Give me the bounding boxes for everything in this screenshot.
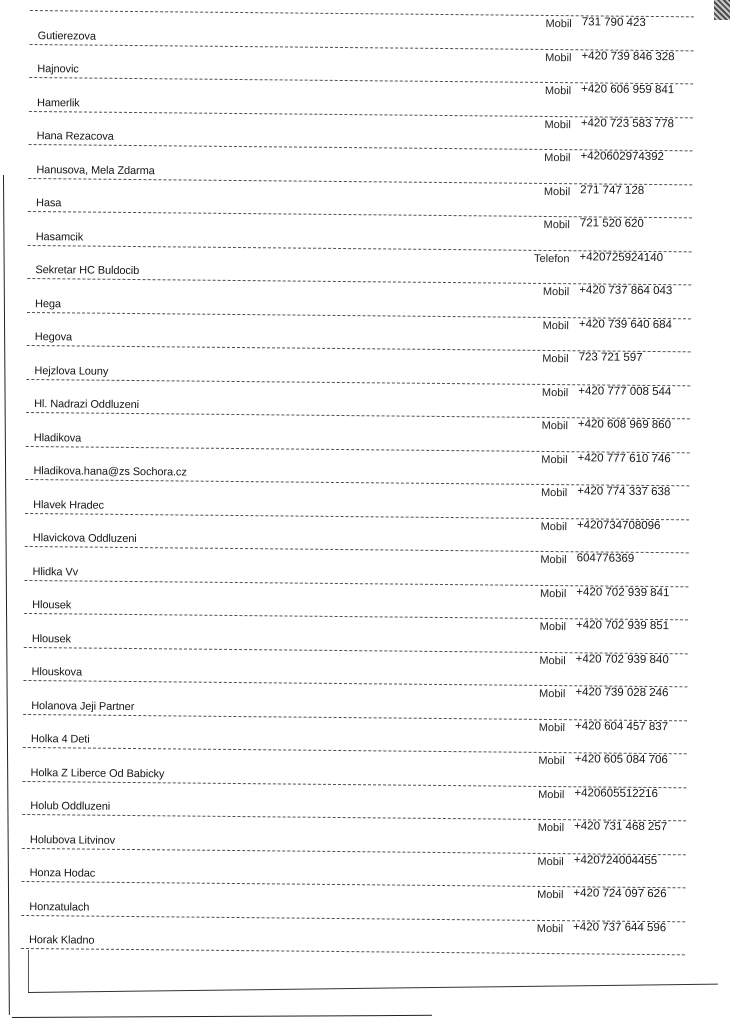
- contact-name: Hlousek: [32, 599, 72, 612]
- phone-type-label: Mobil: [545, 51, 572, 64]
- contact-name: Hamerlik: [36, 96, 80, 109]
- contact-name: Hlavek Hradec: [33, 498, 105, 512]
- phone-number: +420 731 468 257: [574, 820, 668, 834]
- contact-name: Gutierezova: [37, 29, 96, 43]
- contact-name: Hlousek: [31, 632, 71, 645]
- phone-type-label: Mobil: [539, 654, 566, 667]
- phone-type-label: Mobil: [537, 821, 565, 835]
- phone-type-label: Mobil: [542, 285, 570, 299]
- phone-number: +420 605 084 706: [574, 753, 668, 767]
- phone-type-label: Mobil: [538, 754, 565, 768]
- phone-number: +420 702 939 841: [576, 585, 670, 599]
- page-left-edge: [3, 175, 10, 1015]
- phone-type-label: Mobil: [545, 17, 572, 31]
- contact-name: Hlouskova: [31, 666, 83, 679]
- phone-type-label: Mobil: [538, 721, 566, 734]
- contact-name: Holanova Jeji Partner: [31, 699, 135, 713]
- contact-name: Honzatulach: [29, 900, 90, 914]
- contact-name: Honza Hodac: [29, 867, 96, 880]
- phone-number: +420 739 640 684: [578, 317, 673, 331]
- scan-corner-artifact: [714, 0, 730, 20]
- contact-name: Hl. Nadrazi Oddluzeni: [34, 398, 140, 412]
- contact-name: Hasamcik: [35, 230, 84, 244]
- contact-name: Hlavickova Oddluzeni: [32, 532, 137, 546]
- phone-type-label: Mobil: [543, 185, 571, 198]
- phone-number: +420 739 846 328: [581, 49, 675, 63]
- phone-number: 604776369: [576, 552, 635, 565]
- page-bottom-edge-outer: [12, 1015, 432, 1018]
- contact-name: Hanusova, Mela Zdarma: [36, 163, 155, 177]
- contact-name: Hegova: [34, 331, 73, 344]
- contact-name: Sekretar HC Buldocib: [35, 264, 140, 278]
- phone-type-label: Mobil: [536, 922, 564, 935]
- phone-number: +420 724 097 626: [573, 887, 667, 901]
- phone-type-label: Mobil: [542, 352, 569, 366]
- phone-number: 271 747 128: [580, 183, 645, 197]
- contact-name: Hasa: [35, 197, 62, 210]
- phone-number: +420 737 644 596: [573, 920, 667, 934]
- phone-number: +420605512216: [574, 786, 658, 800]
- phone-type-label: Mobil: [539, 687, 566, 701]
- phone-number: +420725924140: [579, 250, 664, 264]
- contact-name: Horak Kladno: [28, 934, 95, 947]
- phone-type-label: Mobil: [544, 118, 571, 131]
- phone-type-label: Mobil: [538, 788, 565, 801]
- phone-number: +420734708096: [576, 518, 661, 532]
- contact-list: [20, 0, 709, 996]
- phone-type-label: Mobil: [544, 151, 571, 165]
- contact-name: Hajnovic: [37, 63, 79, 76]
- phone-type-label: Mobil: [544, 84, 572, 98]
- phone-type-label: Telefon: [534, 252, 570, 265]
- phone-type-label: Mobil: [539, 620, 567, 634]
- phone-type-label: Mobil: [543, 218, 570, 232]
- phone-type-label: Mobil: [541, 453, 568, 466]
- contact-name: Hladikova: [33, 431, 82, 445]
- phone-number: 731 790 423: [581, 16, 646, 29]
- phone-number: +420 777 610 746: [577, 451, 671, 465]
- contact-name: Holub Oddluzeni: [30, 800, 111, 813]
- contact-name: Hana Rezacova: [36, 130, 114, 143]
- phone-number: 723 721 597: [578, 351, 643, 364]
- contact-name: Hejzlova Louny: [34, 364, 109, 378]
- phone-number: +420 777 008 544: [578, 384, 672, 398]
- phone-type-label: Mobil: [540, 553, 567, 567]
- phone-type-label: Mobil: [537, 855, 564, 868]
- phone-number: +420724004455: [573, 853, 658, 867]
- phone-number: +420 608 969 860: [577, 418, 672, 432]
- phone-type-label: Mobil: [541, 419, 568, 433]
- contact-name: Hlidka Vv: [32, 565, 79, 578]
- phone-number: +420602974392: [580, 150, 665, 164]
- contact-name: Hega: [35, 297, 62, 310]
- phone-number: +420 774 337 638: [577, 485, 671, 499]
- phone-number: +420 702 939 851: [575, 619, 670, 633]
- contact-name: Holka 4 Deti: [30, 733, 90, 746]
- phone-number: +420 606 959 841: [581, 83, 675, 97]
- phone-number: +420 737 864 043: [579, 284, 673, 298]
- phone-number: 721 520 620: [579, 217, 644, 230]
- phone-type-label: Mobil: [541, 386, 569, 399]
- contact-name: Holka Z Liberce Od Babicky: [30, 766, 165, 780]
- phone-type-label: Mobil: [540, 520, 568, 533]
- contact-name: Hladikova.hana@zs Sochora.cz: [33, 465, 187, 479]
- phone-number: +420 739 028 246: [575, 686, 669, 700]
- phone-number: +420 723 583 778: [580, 116, 674, 130]
- phone-number: +420 604 457 837: [575, 719, 669, 733]
- phone-type-label: Mobil: [540, 486, 568, 500]
- phone-number: +420 702 939 840: [575, 652, 669, 666]
- phone-type-label: Mobil: [539, 587, 567, 600]
- contact-name: Holubova Litvinov: [29, 833, 116, 847]
- phone-type-label: Mobil: [537, 888, 564, 902]
- phone-type-label: Mobil: [542, 319, 569, 332]
